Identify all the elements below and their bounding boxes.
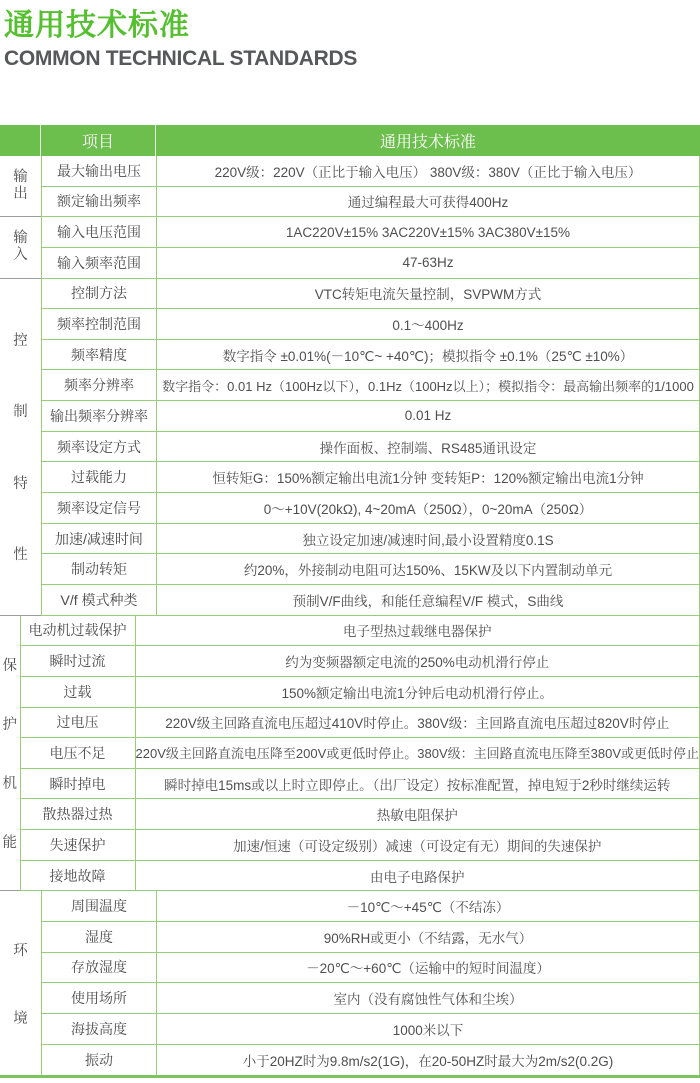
- item-label: 过载: [63, 683, 92, 700]
- category-char: 性: [13, 547, 28, 564]
- category-char: 出: [13, 186, 28, 203]
- item-label: 输出频率分辨率: [50, 407, 148, 424]
- category-cell: [0, 279, 41, 616]
- standard-value: 操作面板、控制端、RS485通讯设定: [319, 440, 537, 456]
- item-label-cell: [42, 217, 157, 247]
- standard-value-cell: [157, 922, 699, 952]
- standard-value: VTC转矩电流矢量控制，SVPWM方式: [314, 287, 542, 303]
- page-subtitle: COMMON TECHNICAL STANDARDS: [4, 47, 358, 70]
- table-group: [0, 279, 700, 616]
- standard-value: －10℃～+45℃（不结冻）: [346, 900, 510, 916]
- standard-value-cell: [157, 585, 699, 615]
- item-label-cell: [42, 953, 157, 983]
- table-row: [42, 187, 699, 218]
- item-label-cell: [21, 616, 136, 646]
- standard-value: 预制V/F曲线，和能任意编程V/F 模式，S曲线: [292, 593, 564, 609]
- category-cell: [0, 616, 20, 892]
- standard-value: 通过编程最大可获得400Hz: [347, 195, 509, 211]
- standard-value: 数字指令 ±0.01%(－10℃~ +40℃)；模拟指令 ±0.1%（25℃ ±10%）: [222, 348, 634, 364]
- category-char: 能: [2, 835, 18, 852]
- standard-value: 室内（没有腐蚀性气体和尘埃）: [333, 992, 523, 1008]
- item-label-cell: [42, 493, 157, 523]
- item-label-cell: [21, 738, 136, 768]
- standard-value-cell: [157, 156, 699, 186]
- standard-value: 0～+10V(20kΩ), 4~20mA（250Ω），0~20mA（250Ω）: [263, 501, 593, 517]
- group-rows: [41, 217, 700, 278]
- table-row: [42, 585, 699, 616]
- category-char: 控: [13, 332, 28, 349]
- standard-value-cell: [157, 248, 699, 278]
- table-group: [0, 156, 700, 217]
- standard-value: 220V级主回路直流电压降至200V或更低时停止。380V级：主回路直流电压降至380V或更低时停止: [135, 746, 699, 762]
- standard-value: 150%额定输出电流1分钟后电动机滑行停止。: [281, 685, 554, 701]
- category-char: 保: [2, 657, 18, 674]
- standard-value: 0.01 Hz: [404, 408, 452, 424]
- standard-value: 220V级：220V（正比于输入电压） 380V级：380V（正比于输入电压）: [214, 164, 642, 180]
- category-char: 制: [13, 404, 28, 421]
- standard-value: 1AC220V±15% 3AC220V±15% 3AC380V±15%: [285, 224, 571, 240]
- item-label: V/f 模式种类: [60, 591, 138, 608]
- table-group: [0, 891, 700, 1075]
- item-label-cell: [42, 279, 157, 309]
- item-label: 瞬时过流: [49, 653, 106, 670]
- item-label-cell: [21, 646, 136, 676]
- table-row: [42, 1045, 699, 1076]
- category-char: 机: [2, 776, 18, 793]
- group-rows: [20, 616, 700, 892]
- standard-value-cell: [157, 891, 699, 921]
- table-row: [21, 708, 699, 739]
- item-label: 过电压: [56, 714, 99, 731]
- standard-value: －20℃～+60℃（运输中的短时间温度）: [306, 961, 550, 977]
- standard-value-cell: [157, 462, 699, 492]
- table-row: [21, 677, 699, 708]
- standard-value: 电子型热过载继电器保护: [343, 624, 492, 640]
- standard-value: 约20%，外接制动电阻可达150%、15KW及以下内置制动单元: [243, 563, 613, 579]
- standard-value: 数字指令：0.01 Hz（100Hz以下），0.1Hz（100Hz以上）；模拟指令：最高输出频率的1/1000: [162, 378, 694, 394]
- table-row: [42, 370, 699, 401]
- standard-value-cell: [157, 524, 699, 554]
- item-label-cell: [42, 462, 157, 492]
- table-row: [21, 646, 699, 677]
- item-label-cell: [42, 585, 157, 615]
- standard-value-cell: [136, 677, 699, 707]
- title-block: [0, 0, 700, 72]
- table-row: [42, 524, 699, 555]
- item-label: 输入电压范围: [57, 224, 141, 241]
- item-label: 控制方法: [71, 285, 127, 302]
- category-cell: [0, 217, 41, 278]
- standard-value-cell: [157, 493, 699, 523]
- table-body: [0, 156, 700, 1078]
- item-label: 使用场所: [71, 990, 127, 1007]
- item-label: 频率设定方式: [57, 438, 141, 455]
- table-row: [42, 248, 699, 279]
- header-category-spacer: [0, 125, 41, 156]
- table-row: [42, 432, 699, 463]
- standard-value-cell: [136, 830, 699, 860]
- table-row: [42, 922, 699, 953]
- standard-value-cell: [157, 554, 699, 584]
- category-char: 护: [2, 716, 18, 733]
- item-label-cell: [21, 799, 136, 829]
- item-label-cell: [42, 248, 157, 278]
- item-label-cell: [42, 983, 157, 1013]
- standard-value-cell: [157, 432, 699, 462]
- standard-value: 独立设定加速/减速时间,最小设置精度0.1S: [302, 532, 554, 548]
- category-char: 环: [13, 942, 28, 959]
- item-label: 频率分辨率: [64, 377, 134, 394]
- standard-value-cell: [157, 953, 699, 983]
- item-label: 加速/减速时间: [55, 530, 143, 547]
- item-label-cell: [42, 524, 157, 554]
- item-label: 电压不足: [49, 744, 106, 761]
- item-label: 频率设定信号: [57, 499, 141, 516]
- item-label-cell: [42, 432, 157, 462]
- standard-value: 90%RH或更小（不结露，无水气）: [323, 930, 533, 946]
- table-row: [42, 217, 699, 248]
- table-row: [21, 830, 699, 861]
- item-label: 散热器过热: [42, 806, 113, 823]
- item-label: 额定输出频率: [57, 193, 141, 210]
- table-row: [21, 799, 699, 830]
- group-rows: [41, 279, 700, 616]
- header-item-cell: 项目: [41, 125, 156, 156]
- table-row: [42, 156, 699, 187]
- standard-value-cell: [136, 616, 699, 646]
- standard-value-cell: [136, 769, 699, 799]
- standard-value-cell: [136, 738, 699, 768]
- standard-value-cell: [157, 279, 699, 309]
- standard-value-cell: [136, 799, 699, 829]
- item-label-cell: [42, 401, 157, 431]
- table-row: [42, 279, 699, 310]
- table-row: [21, 738, 699, 769]
- spec-table: [0, 125, 700, 1078]
- standard-value: 220V级主回路直流电压超过410V时停止。380V级：主回路直流电压超过820V时停止: [165, 716, 670, 732]
- table-row: [42, 554, 699, 585]
- standard-value: 小于20HZ时为9.8m/s2(1G)，在20-50HZ时最大为2m/s2(0.2G): [242, 1053, 614, 1069]
- standard-value-cell: [157, 217, 699, 247]
- category-char: 特: [13, 475, 28, 492]
- header-standard-cell: 通用技术标准: [379, 134, 476, 151]
- table-row: [42, 401, 699, 432]
- item-label-cell: [42, 891, 157, 921]
- category-char: 输: [13, 169, 28, 186]
- item-label-cell: [42, 554, 157, 584]
- table-row: [42, 309, 699, 340]
- item-label: 周围温度: [71, 898, 127, 915]
- item-label: 湿度: [85, 928, 113, 945]
- standard-value-cell: [157, 1045, 699, 1076]
- table-row: [42, 1014, 699, 1045]
- item-label-cell: [42, 922, 157, 952]
- group-rows: [41, 891, 700, 1075]
- group-rows: [41, 156, 700, 217]
- item-label: 过载能力: [71, 469, 127, 486]
- item-label-cell: [42, 340, 157, 370]
- item-label-cell: [42, 187, 157, 217]
- table-row: [42, 462, 699, 493]
- item-label-cell: [21, 830, 136, 860]
- category-char: 入: [13, 247, 28, 264]
- standard-value-cell: [157, 983, 699, 1013]
- item-label: 最大输出电压: [57, 162, 141, 179]
- standard-value: 47-63Hz: [402, 255, 454, 271]
- category-char: 境: [13, 1010, 28, 1027]
- table-header-row: [0, 125, 700, 156]
- item-label-cell: [21, 677, 136, 707]
- standard-value: 由电子电路保护: [370, 869, 465, 885]
- table-row: [21, 861, 699, 892]
- item-label-cell: [42, 370, 157, 400]
- standard-value-cell: [157, 370, 699, 400]
- table-row: [42, 983, 699, 1014]
- standard-value: 1000米以下: [392, 1022, 464, 1038]
- item-label-cell: [42, 1014, 157, 1044]
- table-row: [21, 616, 699, 647]
- standard-value: 0.1～400Hz: [392, 318, 464, 334]
- standard-value: 瞬时掉电15ms或以上时立即停止。（出厂设定）按标准配置，掉电短于2秒时继续运转: [164, 777, 671, 793]
- item-label: 失速保护: [49, 836, 106, 853]
- table-group: [0, 616, 700, 892]
- page-title: 通用技术标准: [4, 9, 190, 42]
- table-group: [0, 217, 700, 278]
- item-label: 振动: [85, 1051, 113, 1068]
- item-label: 制动转矩: [71, 561, 127, 578]
- item-label-cell: [21, 708, 136, 738]
- item-label: 海拔高度: [71, 1020, 127, 1037]
- item-label: 接地故障: [49, 867, 106, 884]
- standard-value-cell: [136, 861, 699, 891]
- table-row: [42, 340, 699, 371]
- item-label-cell: [21, 769, 136, 799]
- item-label-cell: [42, 156, 157, 186]
- standard-value-cell: [136, 646, 699, 676]
- item-label: 频率控制范围: [57, 316, 141, 333]
- standard-value: 恒转矩G：150%额定输出电流1分钟 变转矩P：120%额定输出电流1分钟: [212, 471, 644, 487]
- category-char: 输: [13, 230, 28, 247]
- table-row: [42, 493, 699, 524]
- item-label-cell: [42, 309, 157, 339]
- item-label: 频率精度: [71, 346, 127, 363]
- item-label: 瞬时掉电: [49, 775, 106, 792]
- standard-value-cell: [157, 309, 699, 339]
- item-label-cell: [21, 861, 136, 891]
- table-row: [42, 953, 699, 984]
- item-label: 电动机过载保护: [28, 622, 127, 639]
- standard-value: 约为变频器额定电流的250%电动机滑行停止: [285, 655, 550, 671]
- table-row: [42, 891, 699, 922]
- standard-value-cell: [157, 187, 699, 217]
- standard-value-cell: [157, 1014, 699, 1044]
- standard-value-cell: [157, 401, 699, 431]
- table-row: [21, 769, 699, 800]
- standard-value-cell: [136, 708, 699, 738]
- standard-value-cell: [157, 340, 699, 370]
- item-label: 输入频率范围: [57, 254, 141, 271]
- item-label-cell: [42, 1045, 157, 1076]
- standard-value: 热敏电阻保护: [376, 808, 458, 824]
- item-label: 存放湿度: [71, 959, 127, 976]
- category-cell: [0, 156, 41, 217]
- category-cell: [0, 891, 41, 1075]
- standard-value: 加速/恒速（可设定级别）减速（可设定有无）期间的失速保护: [233, 838, 602, 854]
